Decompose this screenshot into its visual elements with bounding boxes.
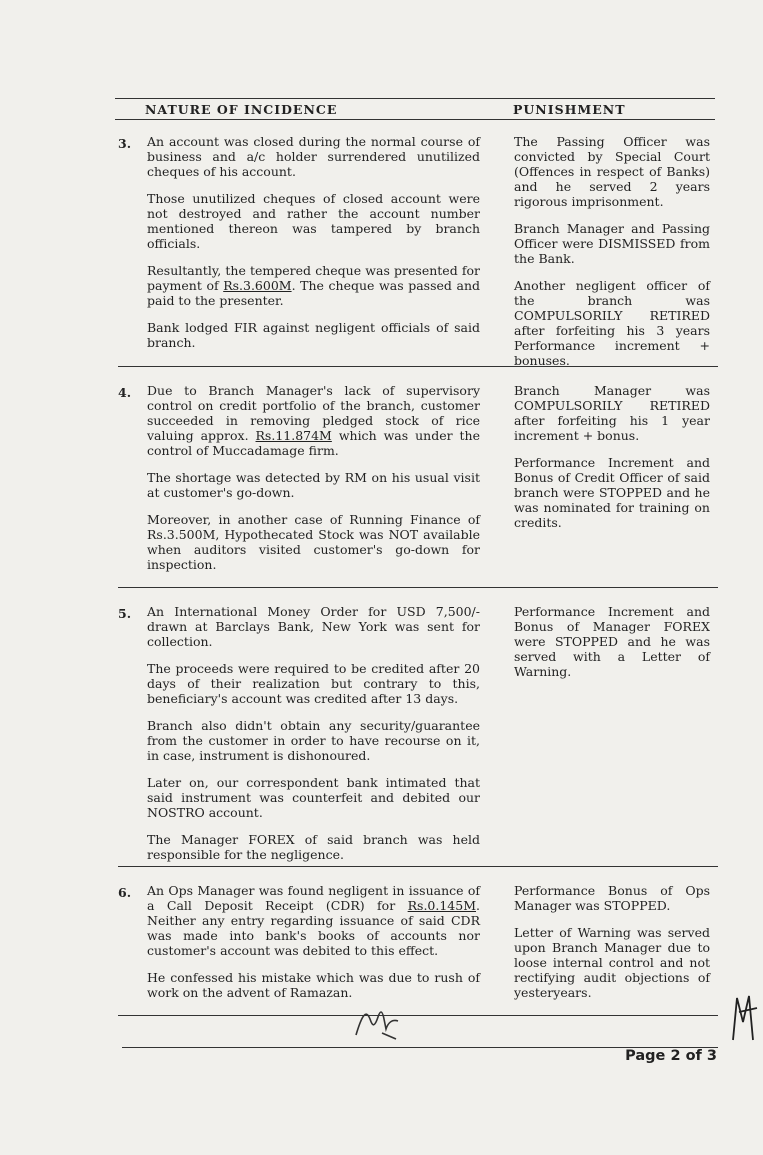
case-6-text-a: An Ops Manager was found negligent in issuance of a Call Deposit Receipt (CDR) for (147, 883, 480, 913)
case-separator (118, 587, 718, 588)
case-3-incidence (147, 134, 480, 362)
case-3-number: 3. (118, 136, 132, 151)
case-3-incidence-para-2: Those unutilized cheques of closed account were not destroyed and rather the account number mentioned thereon was tampered by branch officials. (147, 191, 480, 251)
case-3-punishment-para-1: The Passing Officer was convicted by Special Court (Offences in respect of Banks) and he served 2 years rigorous imprisonment. (514, 134, 710, 209)
case-6-text-b: . Neither any entry regarding issuance of said CDR was made into bank's books of accounts nor customer's account was debited to this effect. (147, 898, 480, 958)
case-4-number: 4. (118, 385, 132, 400)
case-5-number: 5. (118, 606, 132, 621)
case-5-incidence-para-1: An International Money Order for USD 7,500/- drawn at Barclays Bank, New York was sent for collection. (147, 604, 480, 649)
case-4-punishment-para-2: Performance Increment and Bonus of Credit Officer of said branch were STOPPED and he was nominated for training on credits. (514, 455, 710, 530)
signature-mark (352, 1005, 404, 1041)
case-4-incidence-para-3: Moreover, in another case of Running Finance of Rs.3.500M, Hypothecated Stock was NOT available when auditors visited customer's go-down for inspection. (147, 512, 480, 572)
case-6-incidence-para-2: He confessed his mistake which was due to rush of work on the advent of Ramazan. (147, 970, 480, 1000)
case-3-incidence-para-3 (147, 263, 480, 308)
header-top-rule (115, 98, 715, 99)
case-3-punishment-para-3: Another negligent officer of the branch was COMPULSORILY RETIRED after forfeiting his 3 years Performance increment + bonuses. (514, 278, 710, 368)
case-4-incidence-para-1 (147, 383, 480, 458)
case-5-punishment-para-1: Performance Increment and Bonus of Manager FOREX were STOPPED and he was served with a Letter of Warning. (514, 604, 710, 679)
case-5-incidence-para-4: Later on, our correspondent bank intimated that said instrument was counterfeit and debited our NOSTRO account. (147, 775, 480, 820)
case-6-punishment (514, 883, 710, 1012)
incidence-column-header: NATURE OF INCIDENCE (145, 102, 338, 117)
header-bottom-rule (115, 119, 715, 120)
case-5-incidence-para-5: The Manager FOREX of said branch was held responsible for the negligence. (147, 832, 480, 862)
case-4-incidence-para-2: The shortage was detected by RM on his usual visit at customer's go-down. (147, 470, 480, 500)
case-separator (118, 366, 718, 367)
case-4-punishment (514, 383, 710, 542)
case-3-text-a: Resultantly, the tempered cheque was presented for payment of (147, 263, 480, 293)
punishment-column-header: PUNISHMENT (513, 102, 626, 117)
case-3-punishment (514, 134, 710, 380)
case-6-punishment-para-1: Performance Bonus of Ops Manager was STOPPED. (514, 883, 710, 913)
case-3-incidence-para-4: Bank lodged FIR against negligent officials of said branch. (147, 320, 480, 350)
case-6-number: 6. (118, 885, 132, 900)
case-6-incidence-para-1 (147, 883, 480, 958)
case-5-incidence-para-2: The proceeds were required to be credited after 20 days of their realization but contrary to this, beneficiary's account was credited after 13 days. (147, 661, 480, 706)
initials-mark (729, 992, 761, 1044)
case-3-punishment-para-2: Branch Manager and Passing Officer were DISMISSED from the Bank. (514, 221, 710, 266)
case-4-text-a: Due to Branch Manager's lack of supervisory control on credit portfolio of the branch, customer succeeded in removing pledged stock of rice valuing approx. (147, 383, 480, 443)
case-5-incidence-para-3: Branch also didn't obtain any security/guarantee from the customer in order to have recourse on it, in case, instrument is dishonoured. (147, 718, 480, 763)
case-6-punishment-para-2: Letter of Warning was served upon Branch Manager due to loose internal control and not rectifying audit objections of yesteryears. (514, 925, 710, 1000)
case-4-incidence (147, 383, 480, 584)
page-number: Page 2 of 3 (625, 1048, 717, 1064)
case-3-incidence-para-1: An account was closed during the normal course of business and a/c holder surrendered unutilized cheques of his account. (147, 134, 480, 179)
case-6-amount: Rs.0.145M (407, 898, 477, 913)
case-3-amount: Rs.3.600M (223, 278, 292, 293)
case-3-text-b: . The cheque was passed and paid to the presenter. (147, 278, 480, 308)
case-4-amount: Rs.11.874M (255, 428, 332, 443)
case-6-incidence (147, 883, 480, 1012)
case-4-text-b: which was under the control of Muccadamage firm. (147, 428, 480, 458)
case-separator (118, 866, 718, 867)
case-4-punishment-para-1: Branch Manager was COMPULSORILY RETIRED after forfeiting his 1 year increment + bonus. (514, 383, 710, 443)
case-separator (118, 1015, 718, 1016)
case-5-incidence (147, 604, 480, 874)
case-5-punishment (514, 604, 710, 691)
